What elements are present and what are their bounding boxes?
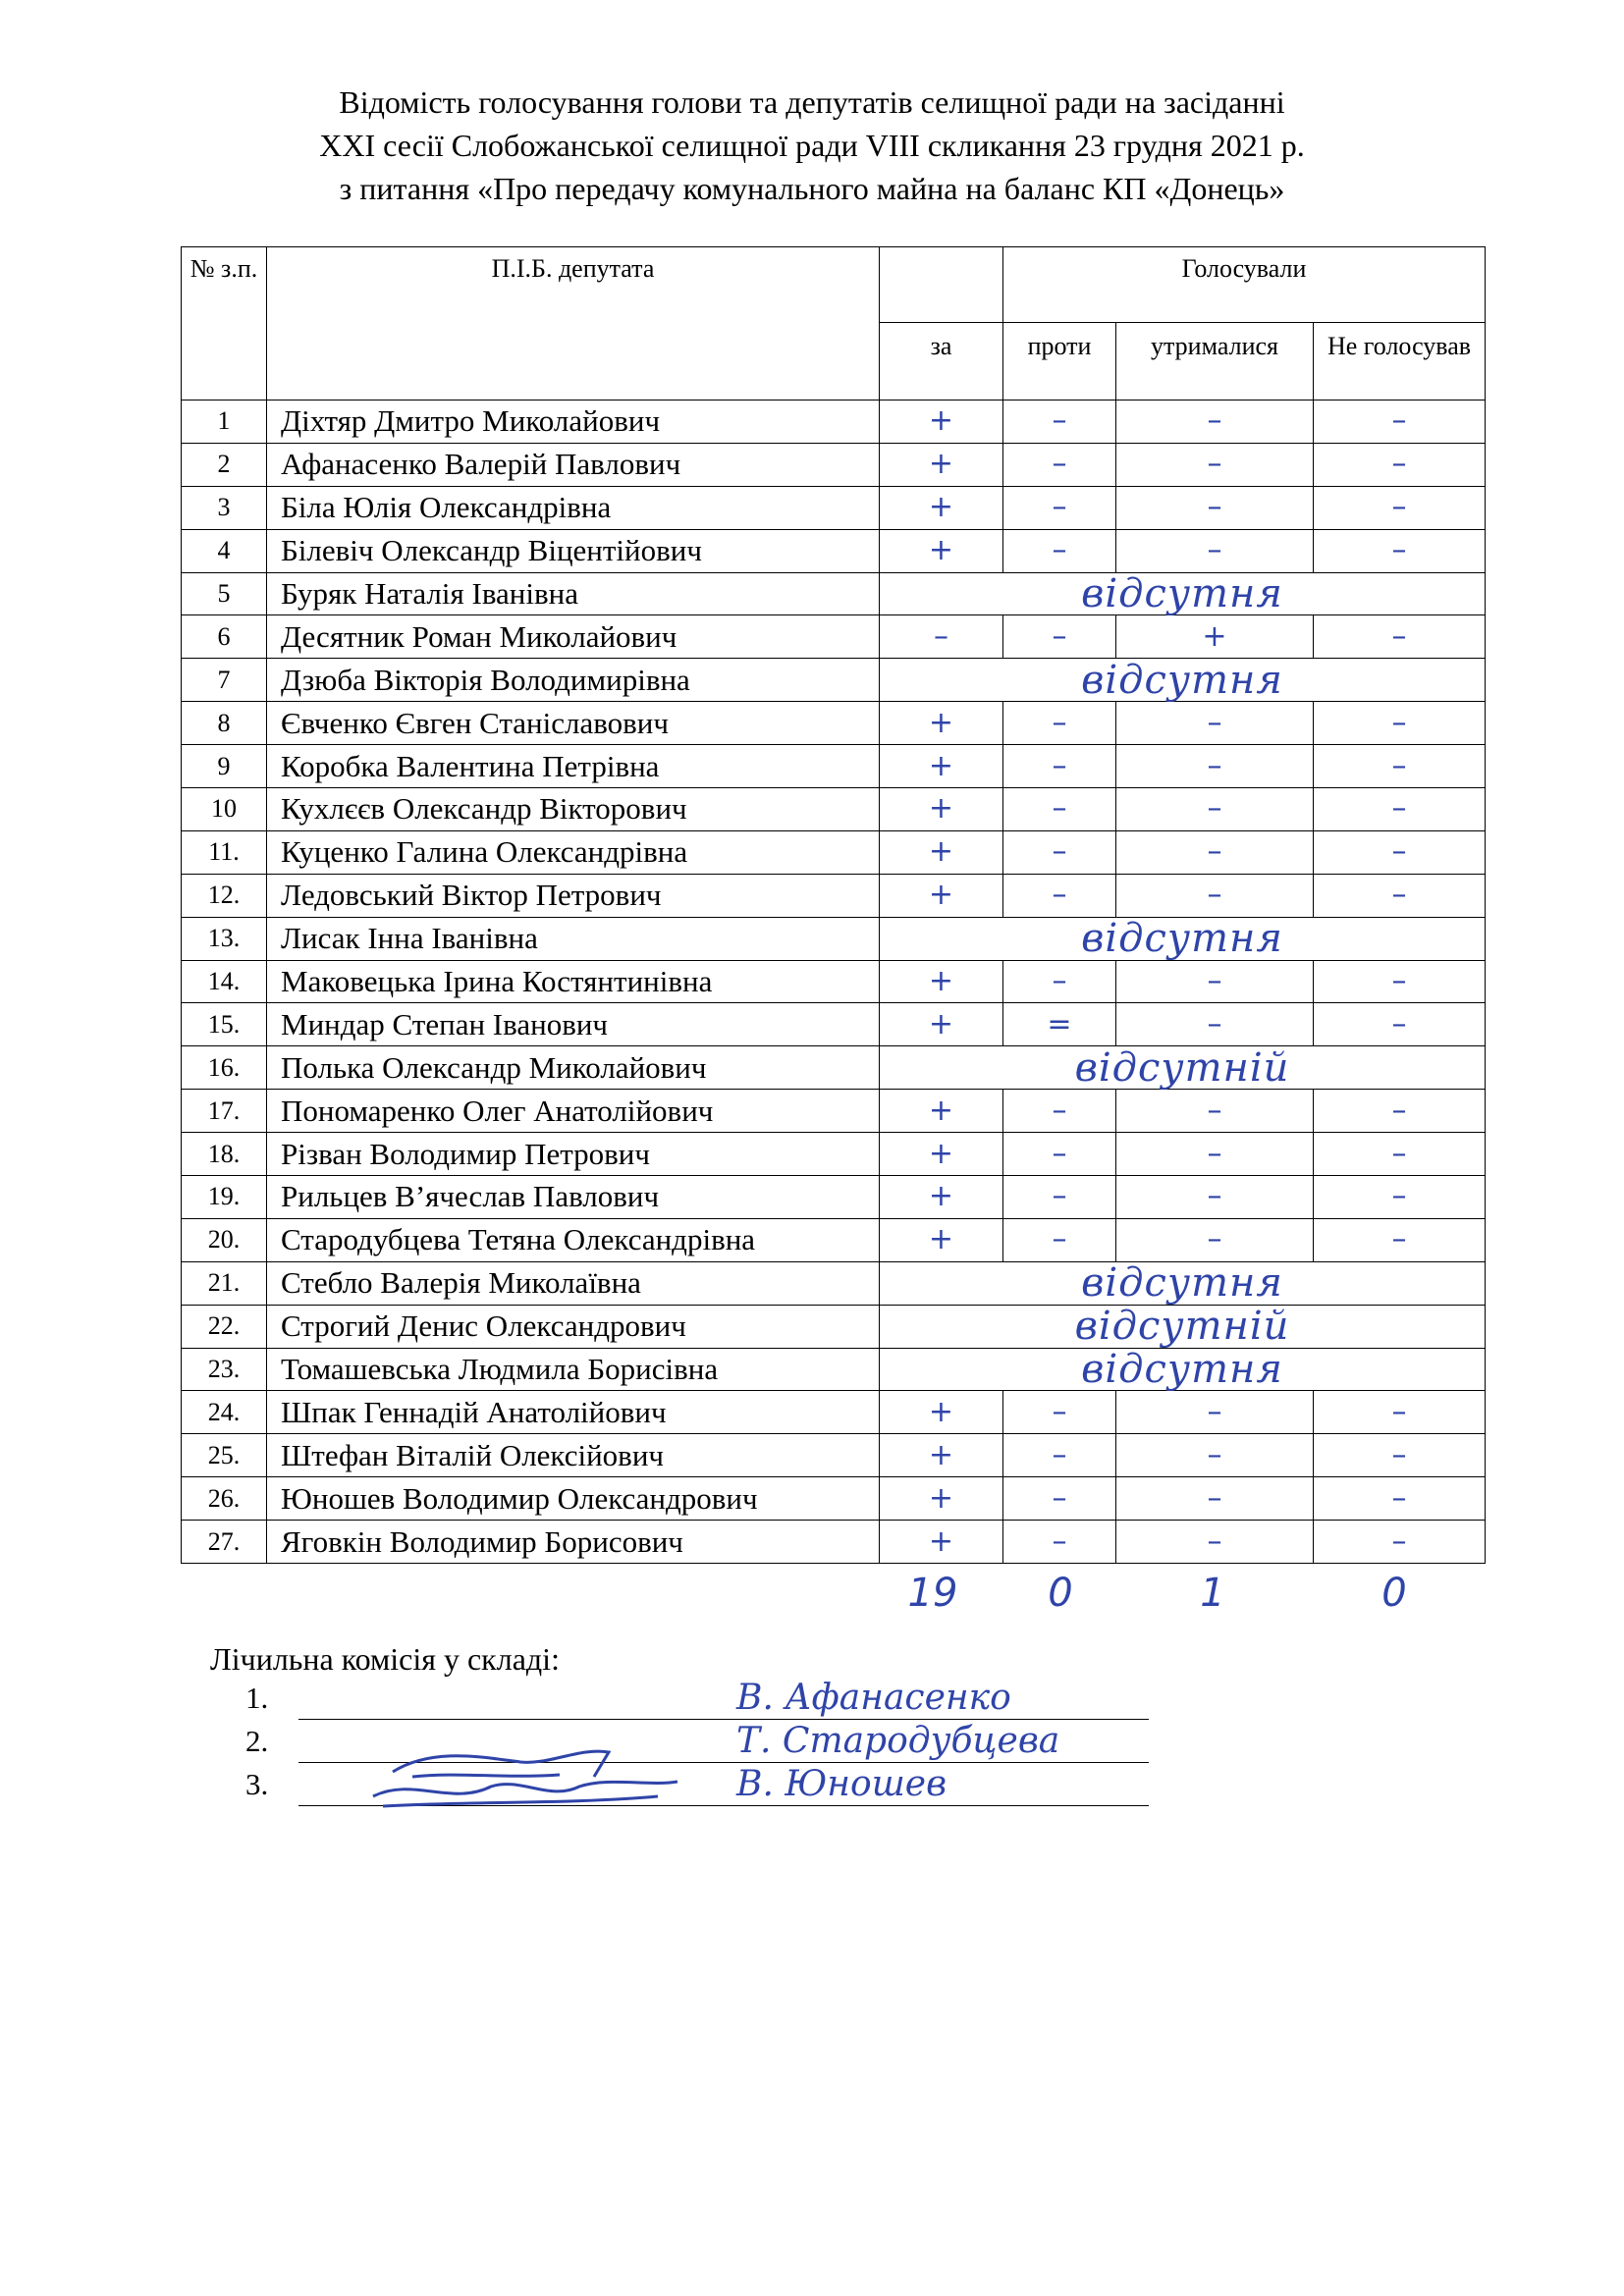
row-number: 20. xyxy=(182,1218,267,1261)
deputy-name: Лисак Інна Іванівна xyxy=(267,917,880,960)
vote-not-voted-mark: – xyxy=(1314,486,1486,529)
table-row xyxy=(182,1003,1486,1046)
vote-not-voted-mark: – xyxy=(1314,1003,1486,1046)
vote-against-mark: – xyxy=(1003,615,1116,659)
absent-mark: відсутній xyxy=(880,1305,1486,1348)
deputy-name: Діхтяр Дмитро Миколайович xyxy=(267,400,880,444)
row-number: 10 xyxy=(182,788,267,831)
row-number: 6 xyxy=(182,615,267,659)
vote-against-mark: – xyxy=(1003,1176,1116,1219)
vote-for-mark: + xyxy=(880,443,1003,486)
row-number: 4 xyxy=(182,529,267,572)
table-row xyxy=(182,1176,1486,1219)
absent-mark: відсутній xyxy=(880,1046,1486,1090)
member-index: 3. xyxy=(245,1767,269,1801)
vote-against-mark: – xyxy=(1003,788,1116,831)
row-number: 27. xyxy=(182,1521,267,1564)
deputy-name: Томашевська Людмила Борисівна xyxy=(267,1348,880,1391)
vote-abstained-mark: – xyxy=(1116,788,1314,831)
table-row xyxy=(182,400,1486,444)
vote-abstained-mark: – xyxy=(1116,400,1314,444)
vote-abstained-mark: – xyxy=(1116,443,1314,486)
absent-mark: відсутня xyxy=(880,1261,1486,1305)
row-number: 23. xyxy=(182,1348,267,1391)
table-row xyxy=(182,702,1486,745)
table-row xyxy=(182,874,1486,917)
table-row xyxy=(182,960,1486,1003)
deputy-name: Штефан Віталій Олексійович xyxy=(267,1434,880,1477)
header-name: П.І.Б. депутата xyxy=(267,247,880,400)
vote-not-voted-mark: – xyxy=(1314,874,1486,917)
title-line-1: Відомість голосування голови та депутатів селищної ради на засіданні xyxy=(339,84,1285,120)
vote-not-voted-mark: – xyxy=(1314,702,1486,745)
vote-abstained-mark: – xyxy=(1116,1218,1314,1261)
table-row xyxy=(182,1090,1486,1133)
deputy-name: Стародубцева Тетяна Олександрівна xyxy=(267,1218,880,1261)
table-row xyxy=(182,745,1486,788)
vote-for-mark: + xyxy=(880,1434,1003,1477)
vote-for-mark: + xyxy=(880,1003,1003,1046)
vote-not-voted-mark: – xyxy=(1314,1176,1486,1219)
member-name: В. Афанасенко xyxy=(736,1678,1011,1718)
vote-not-voted-mark: – xyxy=(1314,1391,1486,1434)
vote-abstained-mark: – xyxy=(1116,1176,1314,1219)
vote-against-mark: – xyxy=(1003,1090,1116,1133)
total-not-voted: 0 xyxy=(1381,1571,1407,1616)
absent-mark: відсутня xyxy=(880,1348,1486,1391)
absent-mark: відсутня xyxy=(880,917,1486,960)
vote-abstained-mark: – xyxy=(1116,1391,1314,1434)
row-number: 8 xyxy=(182,702,267,745)
total-for: 19 xyxy=(907,1571,958,1616)
vote-not-voted-mark: – xyxy=(1314,788,1486,831)
deputy-name: Яговкін Володимир Борисович xyxy=(267,1521,880,1564)
vote-against-mark: – xyxy=(1003,960,1116,1003)
row-number: 17. xyxy=(182,1090,267,1133)
vote-not-voted-mark: – xyxy=(1314,400,1486,444)
vote-abstained-mark: – xyxy=(1116,1477,1314,1521)
table-row xyxy=(182,830,1486,874)
header-voted: Голосували xyxy=(1003,247,1486,323)
deputy-name: Стебло Валерія Миколаївна xyxy=(267,1261,880,1305)
voting-table xyxy=(181,246,1486,1564)
vote-not-voted-mark: – xyxy=(1314,1477,1486,1521)
vote-for-mark: + xyxy=(880,960,1003,1003)
row-number: 21. xyxy=(182,1261,267,1305)
member-name: В. Юношев xyxy=(736,1764,947,1804)
table-row xyxy=(182,1434,1486,1477)
vote-abstained-mark: – xyxy=(1116,1090,1314,1133)
deputy-name: Миндар Степан Іванович xyxy=(267,1003,880,1046)
vote-for-mark: – xyxy=(880,615,1003,659)
vote-against-mark: – xyxy=(1003,486,1116,529)
vote-abstained-mark: – xyxy=(1116,702,1314,745)
table-row xyxy=(182,572,1486,615)
vote-against-mark: – xyxy=(1003,400,1116,444)
vote-against-mark: – xyxy=(1003,830,1116,874)
row-number: 7 xyxy=(182,659,267,702)
vote-not-voted-mark: – xyxy=(1314,1218,1486,1261)
vote-for-mark: + xyxy=(880,874,1003,917)
row-number: 3 xyxy=(182,486,267,529)
vote-for-mark: + xyxy=(880,1176,1003,1219)
deputy-name: Юношев Володимир Олександрович xyxy=(267,1477,880,1521)
table-row xyxy=(182,443,1486,486)
vote-against-mark: – xyxy=(1003,745,1116,788)
table-row xyxy=(182,1348,1486,1391)
total-abstained: 1 xyxy=(1200,1571,1225,1616)
deputy-name: Шпак Геннадій Анатолійович xyxy=(267,1391,880,1434)
deputy-name: Строгий Денис Олександрович xyxy=(267,1305,880,1348)
row-number: 26. xyxy=(182,1477,267,1521)
total-against: 0 xyxy=(1048,1571,1073,1616)
absent-mark: відсутня xyxy=(880,572,1486,615)
table-row xyxy=(182,1218,1486,1261)
row-number: 11. xyxy=(182,830,267,874)
row-number: 13. xyxy=(182,917,267,960)
vote-for-mark: + xyxy=(880,1090,1003,1133)
vote-not-voted-mark: – xyxy=(1314,615,1486,659)
table-row xyxy=(182,659,1486,702)
row-number: 5 xyxy=(182,572,267,615)
title-line-2: XXІ сесії Слобожанської селищної ради VIII скликання 23 грудня 2021 р. xyxy=(319,128,1305,163)
vote-not-voted-mark: – xyxy=(1314,1521,1486,1564)
vote-abstained-mark: + xyxy=(1116,615,1314,659)
deputy-name: Маковецька Ірина Костянтинівна xyxy=(267,960,880,1003)
row-number: 22. xyxy=(182,1305,267,1348)
vote-against-mark: – xyxy=(1003,1477,1116,1521)
row-number: 12. xyxy=(182,874,267,917)
table-row xyxy=(182,1391,1486,1434)
vote-for-mark: + xyxy=(880,830,1003,874)
vote-abstained-mark: – xyxy=(1116,745,1314,788)
table-row xyxy=(182,529,1486,572)
table-row xyxy=(182,1521,1486,1564)
table-row xyxy=(182,1046,1486,1090)
vote-not-voted-mark: – xyxy=(1314,960,1486,1003)
vote-for-mark: + xyxy=(880,1477,1003,1521)
header-for: за xyxy=(880,323,1003,400)
document-title xyxy=(0,80,1624,210)
deputy-name: Кухлєєв Олександр Вікторович xyxy=(267,788,880,831)
vote-against-mark: – xyxy=(1003,702,1116,745)
vote-against-mark: – xyxy=(1003,1218,1116,1261)
vote-not-voted-mark: – xyxy=(1314,830,1486,874)
table-row xyxy=(182,486,1486,529)
vote-abstained-mark: – xyxy=(1116,1521,1314,1564)
vote-abstained-mark: – xyxy=(1116,1434,1314,1477)
vote-for-mark: + xyxy=(880,1391,1003,1434)
deputy-name: Коробка Валентина Петрівна xyxy=(267,745,880,788)
vote-abstained-mark: – xyxy=(1116,830,1314,874)
table-row xyxy=(182,1261,1486,1305)
vote-not-voted-mark: – xyxy=(1314,443,1486,486)
header-number: № з.п. xyxy=(182,247,267,400)
deputy-name: Пономаренко Олег Анатолійович xyxy=(267,1090,880,1133)
vote-for-mark: + xyxy=(880,400,1003,444)
vote-not-voted-mark: – xyxy=(1314,529,1486,572)
vote-not-voted-mark: – xyxy=(1314,1133,1486,1176)
deputy-name: Десятник Роман Миколайович xyxy=(267,615,880,659)
vote-for-mark: + xyxy=(880,1521,1003,1564)
header-against: проти xyxy=(1003,323,1116,400)
deputy-name: Куценко Галина Олександрівна xyxy=(267,830,880,874)
vote-for-mark: + xyxy=(880,702,1003,745)
deputy-name: Ледовський Віктор Петрович xyxy=(267,874,880,917)
table-row xyxy=(182,1133,1486,1176)
vote-for-mark: + xyxy=(880,1218,1003,1261)
vote-against-mark: – xyxy=(1003,1521,1116,1564)
header-blank xyxy=(880,247,1003,323)
deputy-name: Афанасенко Валерій Павлович xyxy=(267,443,880,486)
vote-against-mark: – xyxy=(1003,1391,1116,1434)
vote-for-mark: + xyxy=(880,529,1003,572)
member-index: 2. xyxy=(245,1724,269,1758)
table-row xyxy=(182,1305,1486,1348)
deputy-name: Рильцев В’ячеслав Павлович xyxy=(267,1176,880,1219)
vote-for-mark: + xyxy=(880,788,1003,831)
vote-not-voted-mark: – xyxy=(1314,745,1486,788)
voting-table-body xyxy=(182,400,1486,1564)
vote-abstained-mark: – xyxy=(1116,960,1314,1003)
vote-against-mark: – xyxy=(1003,874,1116,917)
deputy-name: Білевіч Олександр Віцентійович xyxy=(267,529,880,572)
vote-abstained-mark: – xyxy=(1116,874,1314,917)
vote-for-mark: + xyxy=(880,486,1003,529)
table-row xyxy=(182,1477,1486,1521)
absent-mark: відсутня xyxy=(880,659,1486,702)
vote-against-mark: – xyxy=(1003,443,1116,486)
deputy-name: Різван Володимир Петрович xyxy=(267,1133,880,1176)
deputy-name: Полька Олександр Миколайович xyxy=(267,1046,880,1090)
deputy-name: Буряк Наталія Іванівна xyxy=(267,572,880,615)
row-number: 9 xyxy=(182,745,267,788)
vote-abstained-mark: – xyxy=(1116,486,1314,529)
handwritten-signature-3 xyxy=(353,1757,687,1836)
table-row xyxy=(182,615,1486,659)
vote-abstained-mark: – xyxy=(1116,529,1314,572)
vote-abstained-mark: – xyxy=(1116,1133,1314,1176)
vote-for-mark: + xyxy=(880,1133,1003,1176)
vote-not-voted-mark: – xyxy=(1314,1090,1486,1133)
deputy-name: Євченко Євген Станіславович xyxy=(267,702,880,745)
vote-against-mark: = xyxy=(1003,1003,1116,1046)
vote-for-mark: + xyxy=(880,745,1003,788)
row-number: 1 xyxy=(182,400,267,444)
row-number: 24. xyxy=(182,1391,267,1434)
row-number: 14. xyxy=(182,960,267,1003)
deputy-name: Біла Юлія Олександрівна xyxy=(267,486,880,529)
vote-against-mark: – xyxy=(1003,529,1116,572)
member-name: Т. Стародубцева xyxy=(736,1721,1060,1761)
row-number: 19. xyxy=(182,1176,267,1219)
deputy-name: Дзюба Вікторія Володимирівна xyxy=(267,659,880,702)
table-row xyxy=(182,788,1486,831)
vote-against-mark: – xyxy=(1003,1133,1116,1176)
row-number: 2 xyxy=(182,443,267,486)
vote-not-voted-mark: – xyxy=(1314,1434,1486,1477)
header-abstained: утрималися xyxy=(1116,323,1314,400)
member-index: 1. xyxy=(245,1681,269,1715)
row-number: 18. xyxy=(182,1133,267,1176)
table-row xyxy=(182,917,1486,960)
title-line-3: з питання «Про передачу комунального майна на баланс КП «Донець» xyxy=(339,171,1285,206)
row-number: 16. xyxy=(182,1046,267,1090)
row-number: 25. xyxy=(182,1434,267,1477)
commission-title: Лічильна комісія у складі: xyxy=(210,1641,560,1677)
vote-abstained-mark: – xyxy=(1116,1003,1314,1046)
header-not-voted: Не голосував xyxy=(1314,323,1486,400)
vote-against-mark: – xyxy=(1003,1434,1116,1477)
row-number: 15. xyxy=(182,1003,267,1046)
